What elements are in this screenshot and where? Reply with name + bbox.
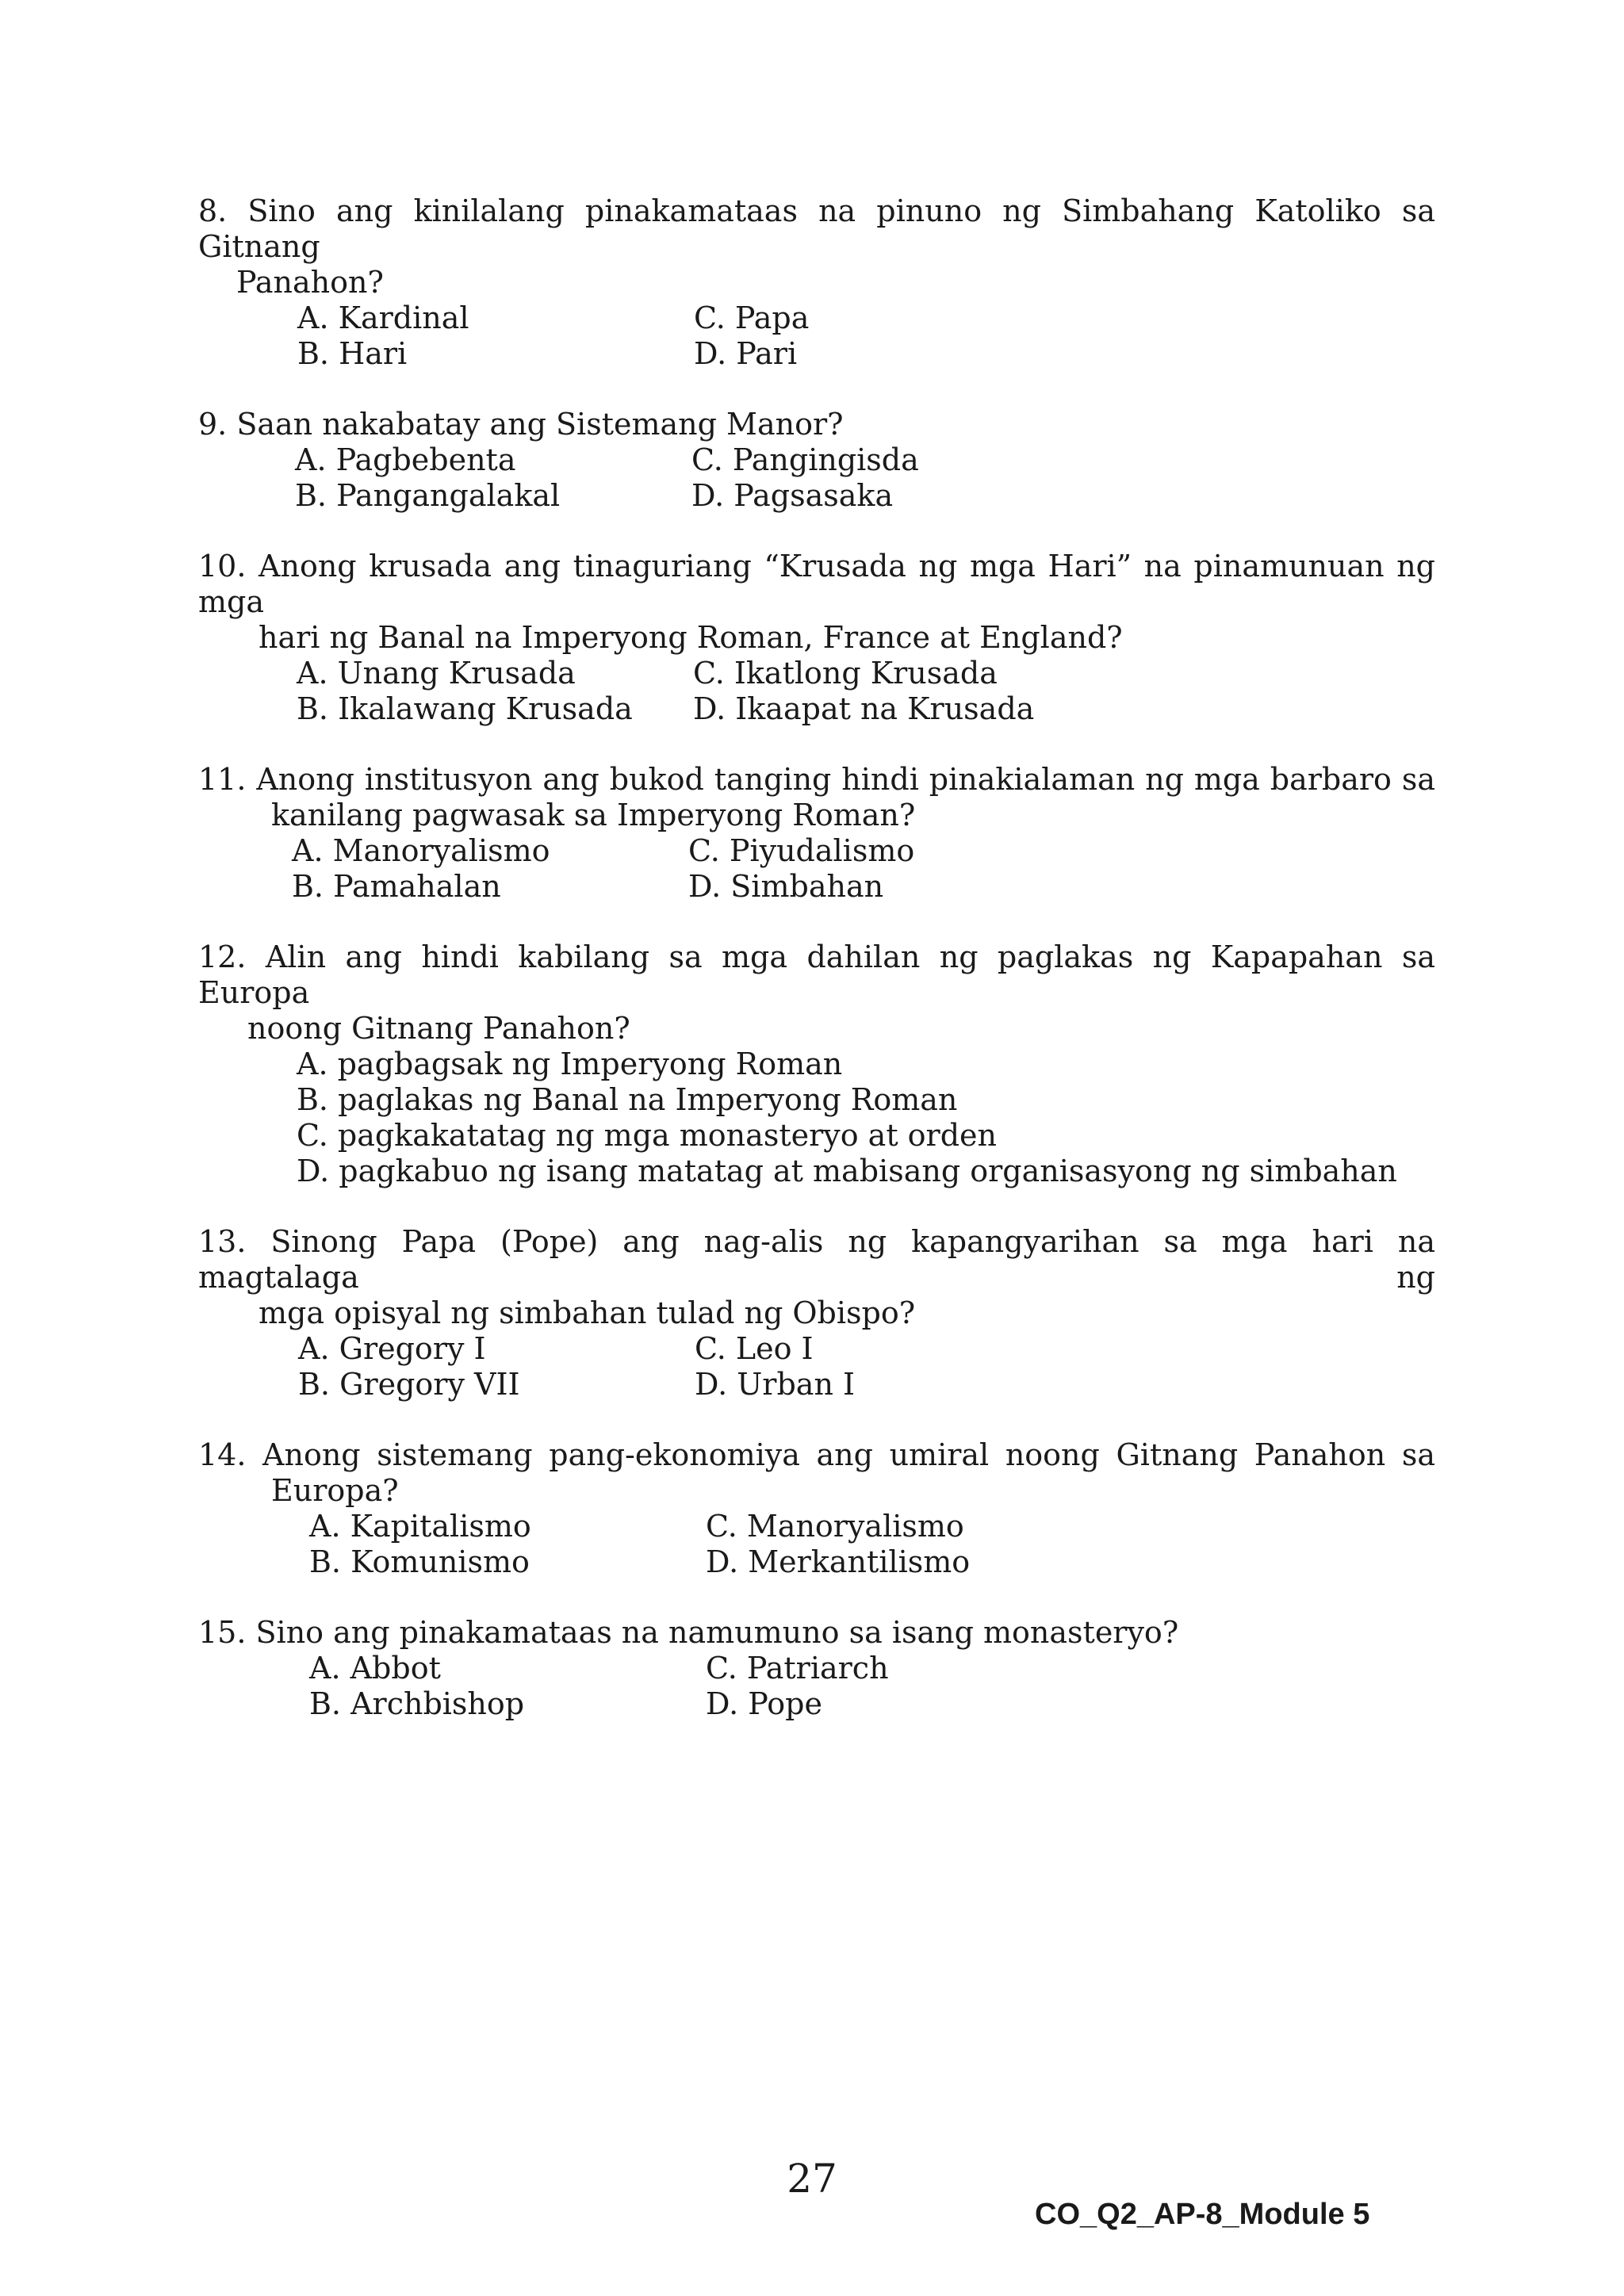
question-8: [198, 193, 1435, 372]
question-10: [198, 549, 1435, 727]
option-b: B. Pamahalan: [292, 869, 501, 904]
question-stem: [198, 1615, 1435, 1651]
options: [198, 1047, 1435, 1189]
option-c: C. Papa: [694, 300, 810, 335]
question-stem-line2: kanilang pagwasak sa Imperyong Roman?: [271, 798, 916, 832]
option-b: B. Ikalawang Krusada: [297, 691, 633, 726]
option-b: B. paglakas ng Banal na Imperyong Roman: [297, 1082, 958, 1117]
option-c: C. Leo I: [695, 1331, 814, 1366]
question-stem: [198, 407, 1435, 442]
options: [198, 300, 1435, 372]
option-a: A. Kardinal: [297, 300, 469, 335]
question-stem-line1: 11. Anong institusyon ang bukod tanging hindi pinakialaman ng mga barbaro sa: [198, 762, 1435, 797]
option-a: A. Pagbebenta: [295, 442, 516, 477]
module-code: CO_Q2_AP-8_Module 5: [1035, 2198, 1370, 2231]
question-stem-line2: mga opisyal ng simbahan tulad ng Obispo?: [259, 1295, 916, 1330]
question-stem: [198, 549, 1435, 656]
option-d: D. pagkabuo ng isang matatag at mabisang organisasyong ng simbahan: [297, 1154, 1397, 1188]
question-9: [198, 407, 1435, 514]
options: [198, 1651, 1435, 1722]
question-stem: [198, 1224, 1435, 1331]
question-stem-line2: hari ng Banal na Imperyong Roman, France at England?: [259, 620, 1123, 655]
page-number: 27: [787, 2156, 837, 2202]
option-d: D. Ikaapat na Krusada: [693, 691, 1035, 726]
question-stem-line1: 12. Alin ang hindi kabilang sa mga dahilan ng paglakas ng Kapapahan sa Europa: [198, 939, 1435, 1010]
question-stem-line1: 13. Sinong Papa (Pope) ang nag-alis ng kapangyarihan sa mga hari na magtalaga ng: [198, 1224, 1435, 1295]
option-a: A. Unang Krusada: [297, 656, 576, 691]
question-stem-line1: 15. Sino ang pinakamataas na namumuno sa isang monasteryo?: [198, 1615, 1179, 1650]
question-stem-line2: Europa?: [271, 1473, 399, 1508]
question-14: [198, 1437, 1435, 1580]
question-stem-line1: 9. Saan nakabatay ang Sistemang Manor?: [198, 407, 844, 442]
question-15: [198, 1615, 1435, 1722]
option-c: C. Ikatlong Krusada: [693, 656, 998, 691]
option-d: D. Pope: [706, 1686, 822, 1721]
option-c: C. Pangingisda: [691, 442, 919, 477]
option-b: B. Pangangalakal: [295, 478, 561, 513]
option-a: A. Abbot: [309, 1651, 441, 1686]
options: [198, 833, 1435, 905]
question-stem: [198, 193, 1435, 300]
option-b: B. Archbishop: [309, 1686, 525, 1721]
option-c: C. Manoryalismo: [706, 1509, 964, 1544]
question-stem-line1: 10. Anong krusada ang tinaguriang “Krusada ng mga Hari” na pinamunuan ng mga: [198, 549, 1435, 619]
option-d: D. Pagsasaka: [691, 478, 894, 513]
option-a: A. Gregory I: [298, 1331, 486, 1366]
question-stem: [198, 1437, 1435, 1509]
option-a: A. Kapitalismo: [309, 1509, 531, 1544]
option-d: D. Simbahan: [688, 869, 884, 904]
question-12: [198, 939, 1435, 1189]
options: [198, 442, 1435, 514]
question-stem-line2: Panahon?: [236, 265, 384, 300]
option-c: C. Patriarch: [706, 1651, 889, 1686]
question-stem: [198, 762, 1435, 833]
option-d: D. Merkantilismo: [706, 1544, 971, 1579]
question-stem-line2: noong Gitnang Panahon?: [247, 1011, 630, 1046]
options: [198, 656, 1435, 727]
option-b: B. Hari: [297, 336, 408, 371]
options: [198, 1331, 1435, 1402]
question-stem-line1: 8. Sino ang kinilalang pinakamataas na pinuno ng Simbahang Katoliko sa Gitnang: [198, 193, 1435, 264]
question-stem: [198, 939, 1435, 1047]
option-d: D. Pari: [694, 336, 798, 371]
option-a: A. Manoryalismo: [292, 833, 550, 868]
option-c: C. Piyudalismo: [688, 833, 915, 868]
question-stem-line1: 14. Anong sistemang pang-ekonomiya ang umiral noong Gitnang Panahon sa: [198, 1437, 1435, 1472]
question-list: [198, 193, 1435, 1757]
option-a: A. pagbagsak ng Imperyong Roman: [297, 1047, 843, 1081]
option-c: C. pagkakatatag ng mga monasteryo at orden: [297, 1118, 997, 1153]
question-11: [198, 762, 1435, 905]
options: [198, 1509, 1435, 1580]
option-d: D. Urban I: [695, 1367, 856, 1402]
question-13: [198, 1224, 1435, 1402]
option-b: B. Gregory VII: [298, 1367, 520, 1402]
option-b: B. Komunismo: [309, 1544, 530, 1579]
